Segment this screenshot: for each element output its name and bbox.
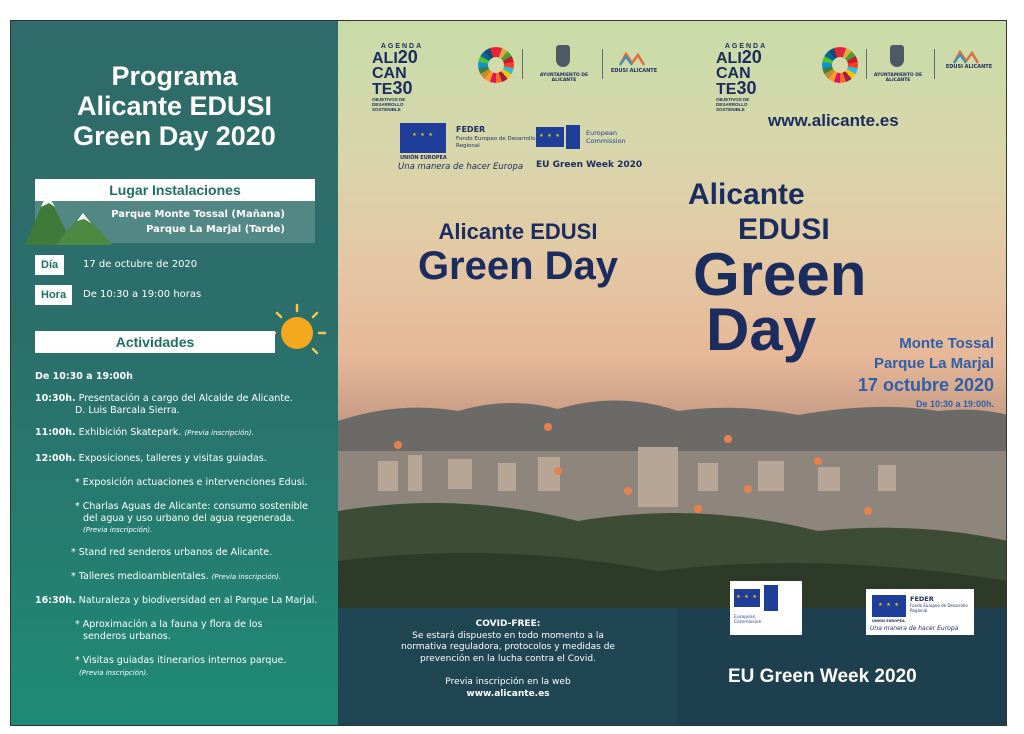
divider: [522, 49, 523, 79]
text-1200: Exposiciones, talleres y visitas guiadas.: [78, 453, 267, 464]
text-1030: Presentación a cargo del Alcalde de Alicante.: [78, 393, 293, 404]
ec-footer-logo: [730, 581, 802, 635]
ec-week: EU Green Week 2020: [536, 160, 643, 170]
edusi-logo-icon: [618, 51, 646, 67]
big-title-line-3: Green: [693, 241, 867, 308]
agenda-30-2: 30: [736, 78, 757, 98]
sdg-wheel-icon: [478, 47, 514, 83]
city-crest-icon: [556, 45, 570, 67]
title-line-2: Alicante EDUSI: [76, 91, 273, 121]
dia-value: 17 de octubre de 2020: [83, 259, 198, 270]
covid-line-1: Se estará dispuesto en todo momento a la: [412, 630, 604, 641]
dia-label: Día: [35, 255, 64, 275]
covid-line-2: normativa reguladora, protocolos y medidas de: [401, 642, 615, 652]
title-line-1: Programa: [111, 61, 238, 91]
cover-panel: [338, 21, 1007, 725]
agenda-small: AGENDA: [380, 43, 424, 50]
agenda-logo-left: [372, 43, 432, 112]
feder-sub: Fondo Europeo de Desarrollo Regional: [456, 136, 536, 149]
ec-building-icon: [566, 125, 580, 149]
ec-footer-building-icon: [764, 585, 778, 611]
agenda-30: 30: [392, 78, 413, 98]
feder-footer-motto: Una manera de hacer Europa: [870, 625, 959, 632]
agenda-20-2: 20: [741, 47, 762, 67]
bullet-6: * Visitas guiadas itinerarios internos parque.: [75, 655, 287, 666]
lugar-line-1: Parque Monte Tossal (Mañana): [111, 209, 285, 220]
sdg-wheel-icon: [822, 47, 858, 83]
big-title-line-4: Day: [706, 296, 817, 363]
agenda-small-2: AGENDA: [724, 43, 768, 50]
note-2: (Previa inscripción).: [83, 526, 153, 534]
agenda-te: TE: [372, 81, 393, 98]
website-link[interactable]: www.alicante.es: [768, 111, 899, 130]
time-1630: 16:30h.: [35, 595, 76, 606]
city-crest-icon: [890, 45, 904, 67]
time-1030: 10:30h.: [35, 393, 76, 404]
covid-line-3: prevención en la lucha contra el Covid.: [420, 653, 596, 664]
location-date: 17 octubre 2020: [857, 375, 994, 395]
agenda-tiny: OBJETIVOS DE DESARROLLO SOSTENIBLE: [372, 97, 406, 112]
feder-union: UNIÓN EUROPEA: [400, 155, 447, 161]
ayuntamiento-caption: AYUNTAMIENTO DE ALICANTE: [539, 73, 589, 83]
agenda-can-2: CAN: [716, 65, 751, 82]
feder-footer-union: UNIÓN EUROPEA: [872, 619, 905, 623]
small-title-line-1: Alicante EDUSI: [438, 219, 598, 244]
ayuntamiento-caption-2: AYUNTAMIENTO DE ALICANTE: [873, 73, 923, 83]
edusi-caption: EDUSI ALICANTE: [610, 68, 658, 74]
location-line-1: Monte Tossal: [899, 335, 994, 352]
bullet-5a: * Aproximación a la fauna y flora de los: [75, 619, 263, 630]
agenda-te-2: TE: [716, 81, 737, 98]
divider: [866, 49, 867, 79]
agenda-logo-right: [716, 43, 776, 112]
agenda-20: 20: [397, 47, 418, 67]
note-4: (Previa inscripción).: [211, 573, 282, 581]
hora-value: De 10:30 a 19:00 horas: [83, 289, 202, 300]
eu-flag-icon: [400, 123, 446, 153]
divider: [602, 49, 603, 79]
bullet-4: * Talleres medioambientales.: [71, 571, 209, 582]
sun-icon: [267, 301, 327, 361]
bullet-3: * Stand red senderos urbanos de Alicante.: [71, 547, 273, 558]
bullet-2a: * Charlas Aguas de Alicante: consumo sostenible: [75, 501, 309, 512]
edusi-caption-2: EDUSI ALICANTE: [945, 64, 993, 70]
covid-heading: COVID-FREE:: [475, 619, 541, 629]
program-title: [11, 61, 338, 151]
time-1200: 12:00h.: [35, 453, 76, 464]
feder-footer-flag-icon: [872, 595, 906, 617]
note-1100: (Previa inscripción).: [184, 429, 254, 437]
feder-footer-logo: [866, 589, 974, 635]
actividades-heading: Actividades: [35, 331, 275, 353]
ec-footer-flag-icon: [734, 589, 760, 607]
feder-title: FEDER: [456, 125, 486, 134]
ec-name: European Commission: [586, 129, 626, 145]
text-1030-2: D. Luis Barcala Sierra.: [75, 405, 180, 416]
covid-line-4: Previa inscripción en la web: [445, 677, 571, 687]
covid-notice: [358, 619, 658, 700]
bullet-1: * Exposición actuaciones e intervenciones Edusi.: [75, 477, 308, 488]
location-time: De 10:30 a 19:00h.: [915, 399, 994, 409]
title-line-3: Green Day 2020: [73, 121, 276, 151]
big-title-line-1: Alicante: [688, 178, 805, 211]
schedule-range: De 10:30 a 19:00h: [35, 371, 133, 382]
time-1100: 11:00h.: [35, 427, 76, 438]
program-panel: [11, 21, 338, 725]
bullet-2b: del agua y uso urbano del agua regenerada.: [83, 513, 295, 524]
text-1100: Exhibición Skatepark.: [78, 427, 182, 438]
ec-footer-name: European Commission: [734, 615, 762, 625]
ec-flag-icon: [536, 127, 564, 147]
location-line-2: Parque La Marjal: [873, 355, 994, 372]
note-6: (Previa inscripción).: [79, 669, 149, 677]
divider: [934, 49, 935, 79]
edusi-logo-icon: [952, 49, 980, 65]
big-title-line-2: EDUSI: [738, 213, 830, 246]
covid-web-link[interactable]: www.alicante.es: [466, 688, 550, 699]
agenda-tiny-2: OBJETIVOS DE DESARROLLO SOSTENIBLE: [716, 97, 750, 112]
bullet-5b: senderos urbanos.: [83, 631, 171, 642]
green-week-footer: EU Green Week 2020: [728, 666, 917, 687]
mountain-icon: [25, 183, 115, 253]
feder-motto: Una manera de hacer Europa: [398, 162, 524, 172]
small-title-line-2: Green Day: [417, 244, 619, 288]
feder-footer-sub: Fondo Europeo de Desarrollo Regional: [910, 603, 968, 613]
agenda-can: CAN: [372, 65, 407, 82]
text-1630: Naturaleza y biodiversidad en al Parque La Marjal.: [78, 595, 318, 606]
agenda-ali-2: ALI: [716, 50, 742, 67]
lugar-heading: Lugar Instalaciones: [35, 179, 315, 201]
hora-label: Hora: [35, 285, 72, 305]
agenda-ali: ALI: [372, 50, 398, 67]
feder-footer-title: FEDER: [910, 595, 934, 603]
lugar-line-2: Parque La Marjal (Tarde): [146, 224, 285, 235]
brochure-sheet: [10, 20, 1007, 726]
